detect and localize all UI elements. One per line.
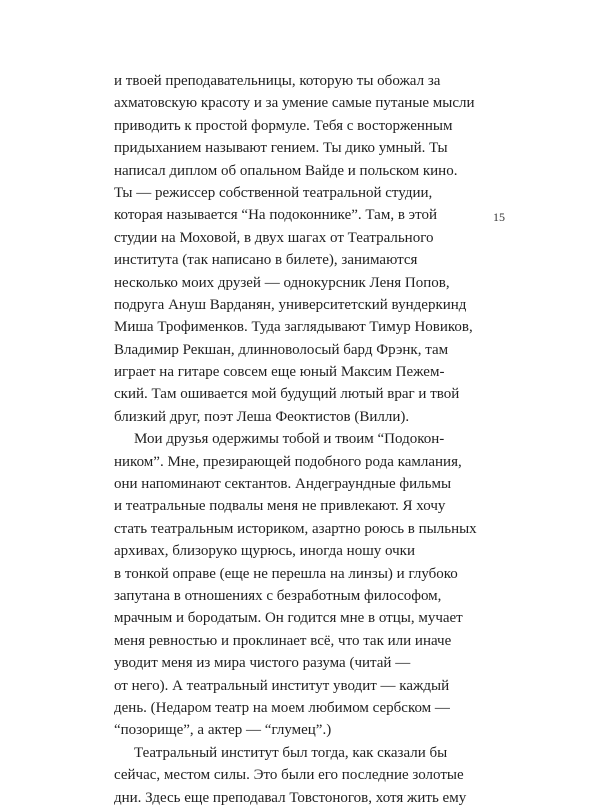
text-line: института (так написано в билете), занимаются: [114, 252, 418, 269]
text-line: играет на гитаре совсем еще юный Максим Пежем-: [114, 364, 445, 381]
text-line: студии на Моховой, в двух шагах от Театрального: [114, 229, 434, 246]
text-line: и театральные подвалы меня не привлекают. Я хочу: [114, 498, 446, 515]
text-line: ником”. Мне, презирающей подобного рода камлания,: [114, 453, 462, 470]
text-line: придыханием называют гением. Ты дико умный. Ты: [114, 140, 448, 157]
text-line: в тонкой оправе (еще не перешла на линзы) и глубоко: [114, 565, 458, 582]
body-text: [114, 70, 477, 809]
text-line: которая называется “На подоконнике”. Там, в этой: [114, 207, 437, 224]
text-line: Ты — режиссер собственной театральной студии,: [114, 184, 433, 201]
paragraph-first-line: Театральный институт был тогда, как сказали бы: [134, 744, 448, 761]
text-line: Миша Трофименков. Туда заглядывают Тимур Новиков,: [114, 319, 473, 336]
text-line: близкий друг, поэт Леша Феоктистов (Вилли).: [114, 408, 410, 425]
text-line: Владимир Рекшан, длинноволосый бард Фрэнк, там: [114, 341, 449, 358]
text-line: приводить к простой формуле. Тебя с восторженным: [114, 117, 453, 134]
text-line: ахматовскую красоту и за умение самые путаные мысли: [114, 95, 475, 112]
text-line: ский. Там ошивается мой будущий лютый враг и твой: [114, 386, 460, 403]
text-line: меня ревностью и проклинает всё, что так или иначе: [114, 632, 452, 649]
text-line: мрачным и бородатым. Он годится мне в отцы, мучает: [114, 610, 463, 627]
text-line: стать театральным историком, азартно роюсь в пыльных: [114, 520, 477, 537]
page-number: 15: [493, 210, 505, 224]
text-line: дни. Здесь еще преподавал Товстоногов, хотя жить ему: [114, 789, 467, 806]
text-line: написал диплом об опальном Вайде и польском кино.: [114, 162, 458, 179]
text-line: и твоей преподавательницы, которую ты обожал за: [114, 73, 441, 89]
paragraph-first-line: Мои друзья одержимы тобой и твоим “Подокон-: [134, 431, 445, 448]
text-line: день. (Недаром театр на моем любимом сербском —: [114, 699, 450, 716]
text-line: сейчас, местом силы. Это были его последние золотые: [114, 767, 464, 784]
text-line: несколько моих друзей — однокурсник Леня Попов,: [114, 274, 450, 291]
text-line: они напоминают сектантов. Андеграундные фильмы: [114, 476, 452, 493]
text-line: уводит меня из мира чистого разума (читай —: [114, 655, 411, 672]
text-line: подруга Ануш Варданян, университетский вундеркинд: [114, 296, 467, 313]
text-line: запутана в отношениях с безработным философом,: [114, 587, 442, 604]
text-line: “позорище”, а актер — “глумец”.): [114, 722, 332, 739]
text-line: от него). А театральный институт уводит — каждый: [114, 677, 450, 694]
text-line: архивах, близоруко щурюсь, иногда ношу очки: [114, 543, 415, 560]
